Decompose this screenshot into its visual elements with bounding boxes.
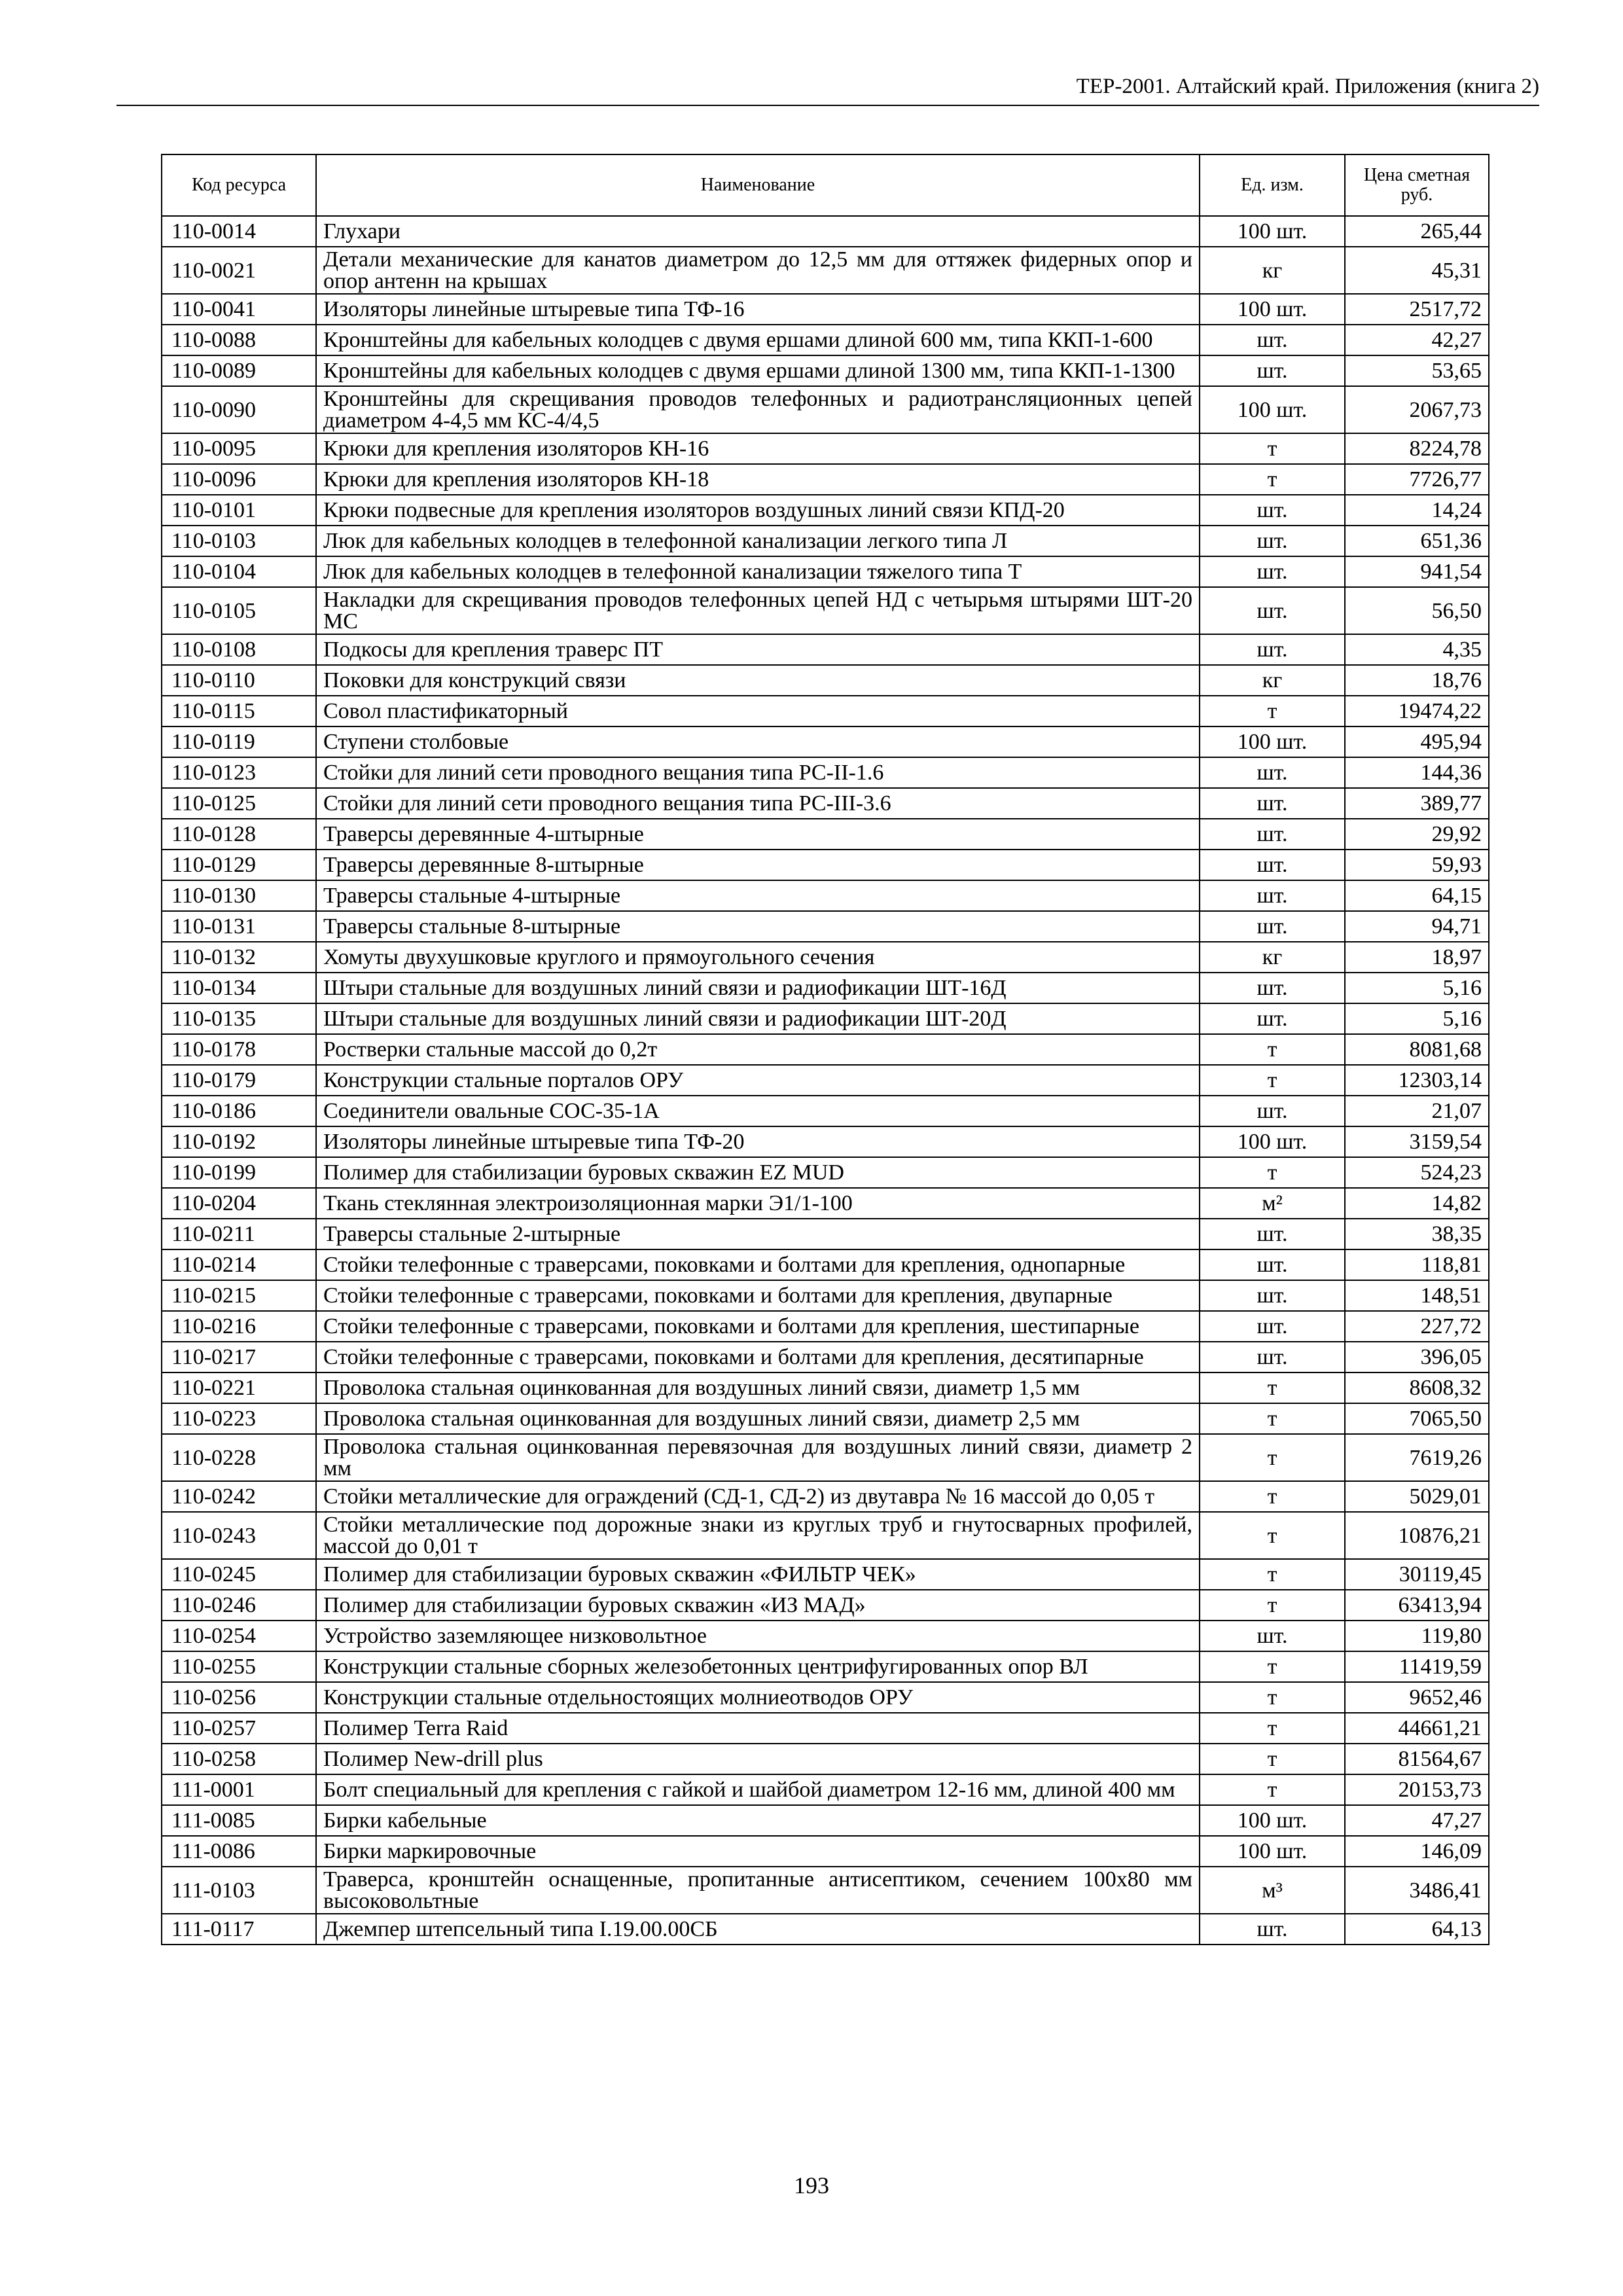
price-cell: 7065,50 [1345, 1403, 1489, 1434]
resource-name-cell: Устройство заземляющее низковольтное [316, 1621, 1200, 1651]
resource-name-cell: Ткань стеклянная электроизоляционная марки Э1/1-100 [316, 1188, 1200, 1219]
resource-name-cell: Люк для кабельных колодцев в телефонной канализации легкого типа Л [316, 526, 1200, 556]
table-row [162, 850, 1489, 880]
table-row [162, 325, 1489, 355]
table-row [162, 1774, 1489, 1805]
table-row [162, 1481, 1489, 1512]
resource-name-cell: Ростверки стальные массой до 0,2т [316, 1034, 1200, 1065]
price-cell: 94,71 [1345, 911, 1489, 942]
resource-name-cell: Крюки для крепления изоляторов КН-16 [316, 433, 1200, 464]
table-row [162, 1651, 1489, 1682]
resource-name-cell: Накладки для скрещивания проводов телефонных цепей НД с четырьмя штырями ШТ-20 МС [316, 587, 1200, 634]
resource-name-cell: Траверсы стальные 4-штырные [316, 880, 1200, 911]
price-cell: 118,81 [1345, 1249, 1489, 1280]
resource-code-cell: 110-0204 [162, 1188, 316, 1219]
unit-cell: т [1200, 1774, 1345, 1805]
unit-cell: 100 шт. [1200, 1126, 1345, 1157]
table-row [162, 1311, 1489, 1342]
price-cell: 3159,54 [1345, 1126, 1489, 1157]
table-row [162, 1434, 1489, 1481]
unit-cell: 100 шт. [1200, 216, 1345, 247]
resource-code-cell: 110-0223 [162, 1403, 316, 1434]
resource-code-cell: 110-0256 [162, 1682, 316, 1713]
price-cell: 5,16 [1345, 973, 1489, 1003]
table-row [162, 1836, 1489, 1867]
resource-name-cell: Стойки телефонные с траверсами, поковками и болтами для крепления, однопарные [316, 1249, 1200, 1280]
price-cell: 144,36 [1345, 757, 1489, 788]
unit-cell: т [1200, 1590, 1345, 1621]
table-row [162, 495, 1489, 526]
resource-name-cell: Стойки металлические под дорожные знаки из круглых труб и гнутосварных профилей, массой до 0,01 т [316, 1512, 1200, 1559]
price-cell: 44661,21 [1345, 1713, 1489, 1744]
price-cell: 64,15 [1345, 880, 1489, 911]
price-cell: 14,82 [1345, 1188, 1489, 1219]
table-row [162, 1280, 1489, 1311]
table-row [162, 696, 1489, 726]
resource-name-cell: Стойки телефонные с траверсами, поковками и болтами для крепления, десятипарные [316, 1342, 1200, 1372]
resource-code-cell: 111-0117 [162, 1914, 316, 1945]
resource-name-cell: Стойки для линий сети проводного вещания типа РС-II-1.6 [316, 757, 1200, 788]
resource-name-cell: Траверса, кронштейн оснащенные, пропитанные антисептиком, сечением 100х80 мм высоковольтные [316, 1867, 1200, 1914]
resource-code-cell: 110-0257 [162, 1713, 316, 1744]
price-cell: 20153,73 [1345, 1774, 1489, 1805]
resource-name-cell: Болт специальный для крепления с гайкой и шайбой диаметром 12-16 мм, длиной 400 мм [316, 1774, 1200, 1805]
resource-code-cell: 110-0105 [162, 587, 316, 634]
price-cell: 8608,32 [1345, 1372, 1489, 1403]
resource-code-cell: 110-0131 [162, 911, 316, 942]
resource-code-cell: 110-0228 [162, 1434, 316, 1481]
resource-name-cell: Изоляторы линейные штыревые типа ТФ-16 [316, 294, 1200, 325]
table-row [162, 1713, 1489, 1744]
unit-cell: т [1200, 464, 1345, 495]
unit-cell: шт. [1200, 495, 1345, 526]
price-cell: 8224,78 [1345, 433, 1489, 464]
unit-cell: т [1200, 1434, 1345, 1481]
table-row [162, 1867, 1489, 1914]
table-row [162, 1065, 1489, 1096]
resource-name-cell: Джемпер штепсельный типа I.19.00.00СБ [316, 1914, 1200, 1945]
unit-cell: кг [1200, 665, 1345, 696]
unit-cell: т [1200, 1403, 1345, 1434]
table-row [162, 1682, 1489, 1713]
resource-code-cell: 110-0095 [162, 433, 316, 464]
table-row [162, 634, 1489, 665]
price-cell: 21,07 [1345, 1096, 1489, 1126]
resource-name-cell: Полимер для стабилизации буровых скважин «ИЗ МАД» [316, 1590, 1200, 1621]
resource-name-cell: Полимер Terra Raid [316, 1713, 1200, 1744]
price-cell: 56,50 [1345, 587, 1489, 634]
resource-code-cell: 110-0128 [162, 819, 316, 850]
unit-cell: 100 шт. [1200, 294, 1345, 325]
resource-name-cell: Кронштейны для скрещивания проводов телефонных и радиотрансляционных цепей диаметром 4-4,5 мм КС-4/4,5 [316, 386, 1200, 433]
table-row [162, 665, 1489, 696]
unit-cell: т [1200, 433, 1345, 464]
unit-cell: м² [1200, 1188, 1345, 1219]
unit-cell: т [1200, 1034, 1345, 1065]
resource-name-cell: Крюки для крепления изоляторов КН-18 [316, 464, 1200, 495]
column-header-code: Код ресурса [162, 154, 316, 216]
resource-code-cell: 111-0103 [162, 1867, 316, 1914]
price-cell: 5029,01 [1345, 1481, 1489, 1512]
unit-cell: 100 шт. [1200, 1805, 1345, 1836]
resource-name-cell: Соединители овальные СОС-35-1А [316, 1096, 1200, 1126]
table-row [162, 433, 1489, 464]
table-row [162, 294, 1489, 325]
resource-code-cell: 110-0216 [162, 1311, 316, 1342]
table-row [162, 880, 1489, 911]
unit-cell: шт. [1200, 757, 1345, 788]
price-cell: 19474,22 [1345, 696, 1489, 726]
resource-code-cell: 110-0123 [162, 757, 316, 788]
resource-code-cell: 110-0108 [162, 634, 316, 665]
unit-cell: т [1200, 1559, 1345, 1590]
resource-code-cell: 110-0135 [162, 1003, 316, 1034]
unit-cell: т [1200, 1744, 1345, 1774]
price-cell: 11419,59 [1345, 1651, 1489, 1682]
resource-code-cell: 110-0255 [162, 1651, 316, 1682]
table-row [162, 1372, 1489, 1403]
unit-cell: т [1200, 1651, 1345, 1682]
table-row [162, 757, 1489, 788]
unit-cell: 100 шт. [1200, 1836, 1345, 1867]
price-cell: 119,80 [1345, 1621, 1489, 1651]
price-cell: 651,36 [1345, 526, 1489, 556]
resource-code-cell: 111-0085 [162, 1805, 316, 1836]
page-number: 193 [794, 2172, 829, 2198]
price-cell: 4,35 [1345, 634, 1489, 665]
resource-code-cell: 110-0088 [162, 325, 316, 355]
resource-code-cell: 110-0110 [162, 665, 316, 696]
unit-cell: шт. [1200, 1096, 1345, 1126]
resource-code-cell: 110-0245 [162, 1559, 316, 1590]
unit-cell: шт. [1200, 556, 1345, 587]
resource-name-cell: Ступени столбовые [316, 726, 1200, 757]
unit-cell: шт. [1200, 634, 1345, 665]
price-cell: 524,23 [1345, 1157, 1489, 1188]
table-row [162, 1342, 1489, 1372]
price-cell: 59,93 [1345, 850, 1489, 880]
resource-code-cell: 110-0014 [162, 216, 316, 247]
table-row [162, 1249, 1489, 1280]
table-row [162, 973, 1489, 1003]
table-header-row [162, 154, 1489, 216]
resource-name-cell: Кронштейны для кабельных колодцев с двумя ершами длиной 600 мм, типа ККП-1-600 [316, 325, 1200, 355]
resource-code-cell: 110-0090 [162, 386, 316, 433]
unit-cell: м³ [1200, 1867, 1345, 1914]
resource-code-cell: 110-0104 [162, 556, 316, 587]
price-cell: 47,27 [1345, 1805, 1489, 1836]
unit-cell: т [1200, 1157, 1345, 1188]
resource-name-cell: Конструкции стальные отдельностоящих молниеотводов ОРУ [316, 1682, 1200, 1713]
price-cell: 63413,94 [1345, 1590, 1489, 1621]
resource-code-cell: 110-0119 [162, 726, 316, 757]
resource-code-cell: 110-0211 [162, 1219, 316, 1249]
resource-code-cell: 110-0246 [162, 1590, 316, 1621]
resource-name-cell: Бирки маркировочные [316, 1836, 1200, 1867]
price-cell: 2517,72 [1345, 294, 1489, 325]
unit-cell: 100 шт. [1200, 386, 1345, 433]
price-cell: 389,77 [1345, 788, 1489, 819]
resource-code-cell: 110-0115 [162, 696, 316, 726]
resource-code-cell: 111-0001 [162, 1774, 316, 1805]
table-row [162, 1744, 1489, 1774]
table-row [162, 587, 1489, 634]
unit-cell: т [1200, 1481, 1345, 1512]
price-cell: 265,44 [1345, 216, 1489, 247]
table-row [162, 1157, 1489, 1188]
resource-code-cell: 110-0215 [162, 1280, 316, 1311]
column-header-price: Цена сметная руб. [1345, 154, 1489, 216]
unit-cell: шт. [1200, 880, 1345, 911]
price-cell: 227,72 [1345, 1311, 1489, 1342]
resource-code-cell: 110-0129 [162, 850, 316, 880]
table-row [162, 1914, 1489, 1945]
unit-cell: шт. [1200, 1003, 1345, 1034]
resource-code-cell: 111-0086 [162, 1836, 316, 1867]
resource-name-cell: Штыри стальные для воздушных линий связи и радиофикации ШТ-20Д [316, 1003, 1200, 1034]
resource-code-cell: 110-0130 [162, 880, 316, 911]
unit-cell: шт. [1200, 1249, 1345, 1280]
price-cell: 45,31 [1345, 247, 1489, 294]
price-cell: 148,51 [1345, 1280, 1489, 1311]
price-cell: 7726,77 [1345, 464, 1489, 495]
table-row [162, 1219, 1489, 1249]
unit-cell: шт. [1200, 1219, 1345, 1249]
resource-code-cell: 110-0096 [162, 464, 316, 495]
resource-name-cell: Стойки телефонные с траверсами, поковками и болтами для крепления, двупарные [316, 1280, 1200, 1311]
table-row [162, 1805, 1489, 1836]
resource-code-cell: 110-0125 [162, 788, 316, 819]
resource-name-cell: Полимер для стабилизации буровых скважин «ФИЛЬТР ЧЕК» [316, 1559, 1200, 1590]
unit-cell: шт. [1200, 355, 1345, 386]
price-cell: 18,76 [1345, 665, 1489, 696]
table-row [162, 1096, 1489, 1126]
table-row [162, 1403, 1489, 1434]
unit-cell: шт. [1200, 788, 1345, 819]
resource-name-cell: Конструкции стальные порталов ОРУ [316, 1065, 1200, 1096]
resource-name-cell: Траверсы стальные 8-штырные [316, 911, 1200, 942]
unit-cell: шт. [1200, 973, 1345, 1003]
resource-code-cell: 110-0199 [162, 1157, 316, 1188]
price-cell: 30119,45 [1345, 1559, 1489, 1590]
resource-code-cell: 110-0134 [162, 973, 316, 1003]
resource-code-cell: 110-0186 [162, 1096, 316, 1126]
price-cell: 38,35 [1345, 1219, 1489, 1249]
table-row [162, 526, 1489, 556]
unit-cell: т [1200, 1372, 1345, 1403]
resource-name-cell: Стойки металлические для ограждений (СД-1, СД-2) из двутавра № 16 массой до 0,05 т [316, 1481, 1200, 1512]
unit-cell: шт. [1200, 1311, 1345, 1342]
resource-code-cell: 110-0089 [162, 355, 316, 386]
price-cell: 29,92 [1345, 819, 1489, 850]
table-row [162, 386, 1489, 433]
price-cell: 941,54 [1345, 556, 1489, 587]
resource-code-cell: 110-0103 [162, 526, 316, 556]
resource-name-cell: Полимер для стабилизации буровых скважин EZ MUD [316, 1157, 1200, 1188]
unit-cell: т [1200, 696, 1345, 726]
resource-name-cell: Проволока стальная оцинкованная перевязочная для воздушных линий связи, диаметр 2 мм [316, 1434, 1200, 1481]
price-cell: 495,94 [1345, 726, 1489, 757]
unit-cell: т [1200, 1512, 1345, 1559]
resource-code-cell: 110-0178 [162, 1034, 316, 1065]
unit-cell: т [1200, 1065, 1345, 1096]
resource-name-cell: Люк для кабельных колодцев в телефонной канализации тяжелого типа Т [316, 556, 1200, 587]
table-row [162, 1188, 1489, 1219]
resource-code-cell: 110-0021 [162, 247, 316, 294]
table-row [162, 819, 1489, 850]
unit-cell: шт. [1200, 1342, 1345, 1372]
unit-cell: шт. [1200, 1280, 1345, 1311]
resource-code-cell: 110-0101 [162, 495, 316, 526]
price-cell: 9652,46 [1345, 1682, 1489, 1713]
price-cell: 396,05 [1345, 1342, 1489, 1372]
price-cell: 2067,73 [1345, 386, 1489, 433]
unit-cell: шт. [1200, 325, 1345, 355]
price-cell: 14,24 [1345, 495, 1489, 526]
table-row [162, 1621, 1489, 1651]
table-row [162, 556, 1489, 587]
resource-code-cell: 110-0254 [162, 1621, 316, 1651]
table-row [162, 1512, 1489, 1559]
resource-price-table [161, 154, 1489, 1945]
table-row [162, 1559, 1489, 1590]
table-row [162, 942, 1489, 973]
resource-name-cell: Конструкции стальные сборных железобетонных центрифугированных опор ВЛ [316, 1651, 1200, 1682]
resource-name-cell: Поковки для конструкций связи [316, 665, 1200, 696]
resource-name-cell: Глухари [316, 216, 1200, 247]
price-cell: 8081,68 [1345, 1034, 1489, 1065]
resource-name-cell: Штыри стальные для воздушных линий связи и радиофикации ШТ-16Д [316, 973, 1200, 1003]
table-row [162, 911, 1489, 942]
resource-name-cell: Изоляторы линейные штыревые типа ТФ-20 [316, 1126, 1200, 1157]
resource-name-cell: Детали механические для канатов диаметром до 12,5 мм для оттяжек фидерных опор и опор антенн на крышах [316, 247, 1200, 294]
table-row [162, 247, 1489, 294]
resource-name-cell: Проволока стальная оцинкованная для воздушных линий связи, диаметр 2,5 мм [316, 1403, 1200, 1434]
table-body [162, 216, 1489, 1945]
unit-cell: шт. [1200, 819, 1345, 850]
resource-name-cell: Крюки подвесные для крепления изоляторов воздушных линий связи КПД-20 [316, 495, 1200, 526]
resource-name-cell: Подкосы для крепления траверс ПТ [316, 634, 1200, 665]
unit-cell: шт. [1200, 1621, 1345, 1651]
resource-name-cell: Кронштейны для кабельных колодцев с двумя ершами длиной 1300 мм, типа ККП-1-1300 [316, 355, 1200, 386]
table-row [162, 216, 1489, 247]
unit-cell: т [1200, 1713, 1345, 1744]
price-cell: 64,13 [1345, 1914, 1489, 1945]
resource-code-cell: 110-0217 [162, 1342, 316, 1372]
price-cell: 3486,41 [1345, 1867, 1489, 1914]
column-header-unit: Ед. изм. [1200, 154, 1345, 216]
price-cell: 81564,67 [1345, 1744, 1489, 1774]
price-cell: 18,97 [1345, 942, 1489, 973]
price-cell: 7619,26 [1345, 1434, 1489, 1481]
resource-name-cell: Траверсы стальные 2-штырные [316, 1219, 1200, 1249]
table-row [162, 1003, 1489, 1034]
unit-cell: кг [1200, 942, 1345, 973]
resource-name-cell: Стойки телефонные с траверсами, поковками и болтами для крепления, шестипарные [316, 1311, 1200, 1342]
table-row [162, 1126, 1489, 1157]
unit-cell: шт. [1200, 526, 1345, 556]
header-rule [116, 105, 1539, 106]
table-row [162, 355, 1489, 386]
unit-cell: 100 шт. [1200, 726, 1345, 757]
resource-name-cell: Хомуты двухушковые круглого и прямоугольного сечения [316, 942, 1200, 973]
resource-code-cell: 110-0258 [162, 1744, 316, 1774]
unit-cell: шт. [1200, 911, 1345, 942]
table-row [162, 1034, 1489, 1065]
table-row [162, 788, 1489, 819]
table-row [162, 1590, 1489, 1621]
unit-cell: шт. [1200, 850, 1345, 880]
resource-code-cell: 110-0132 [162, 942, 316, 973]
resource-code-cell: 110-0243 [162, 1512, 316, 1559]
resource-name-cell: Траверсы деревянные 4-штырные [316, 819, 1200, 850]
resource-code-cell: 110-0192 [162, 1126, 316, 1157]
unit-cell: кг [1200, 247, 1345, 294]
price-cell: 5,16 [1345, 1003, 1489, 1034]
resource-name-cell: Стойки для линий сети проводного вещания типа РС-III-3.6 [316, 788, 1200, 819]
resource-name-cell: Полимер New-drill plus [316, 1744, 1200, 1774]
resource-code-cell: 110-0179 [162, 1065, 316, 1096]
resource-name-cell: Траверсы деревянные 8-штырные [316, 850, 1200, 880]
price-cell: 53,65 [1345, 355, 1489, 386]
price-cell: 146,09 [1345, 1836, 1489, 1867]
unit-cell: шт. [1200, 587, 1345, 634]
resource-code-cell: 110-0221 [162, 1372, 316, 1403]
table-row [162, 726, 1489, 757]
price-cell: 12303,14 [1345, 1065, 1489, 1096]
resource-name-cell: Бирки кабельные [316, 1805, 1200, 1836]
resource-name-cell: Проволока стальная оцинкованная для воздушных линий связи, диаметр 1,5 мм [316, 1372, 1200, 1403]
price-cell: 10876,21 [1345, 1512, 1489, 1559]
resource-code-cell: 110-0041 [162, 294, 316, 325]
resource-code-cell: 110-0214 [162, 1249, 316, 1280]
column-header-name: Наименование [316, 154, 1200, 216]
unit-cell: шт. [1200, 1914, 1345, 1945]
price-cell: 42,27 [1345, 325, 1489, 355]
resource-name-cell: Совол пластификаторный [316, 696, 1200, 726]
unit-cell: т [1200, 1682, 1345, 1713]
resource-code-cell: 110-0242 [162, 1481, 316, 1512]
running-header: ТЕР-2001. Алтайский край. Приложения (книга 2) [1076, 75, 1539, 98]
table-row [162, 464, 1489, 495]
